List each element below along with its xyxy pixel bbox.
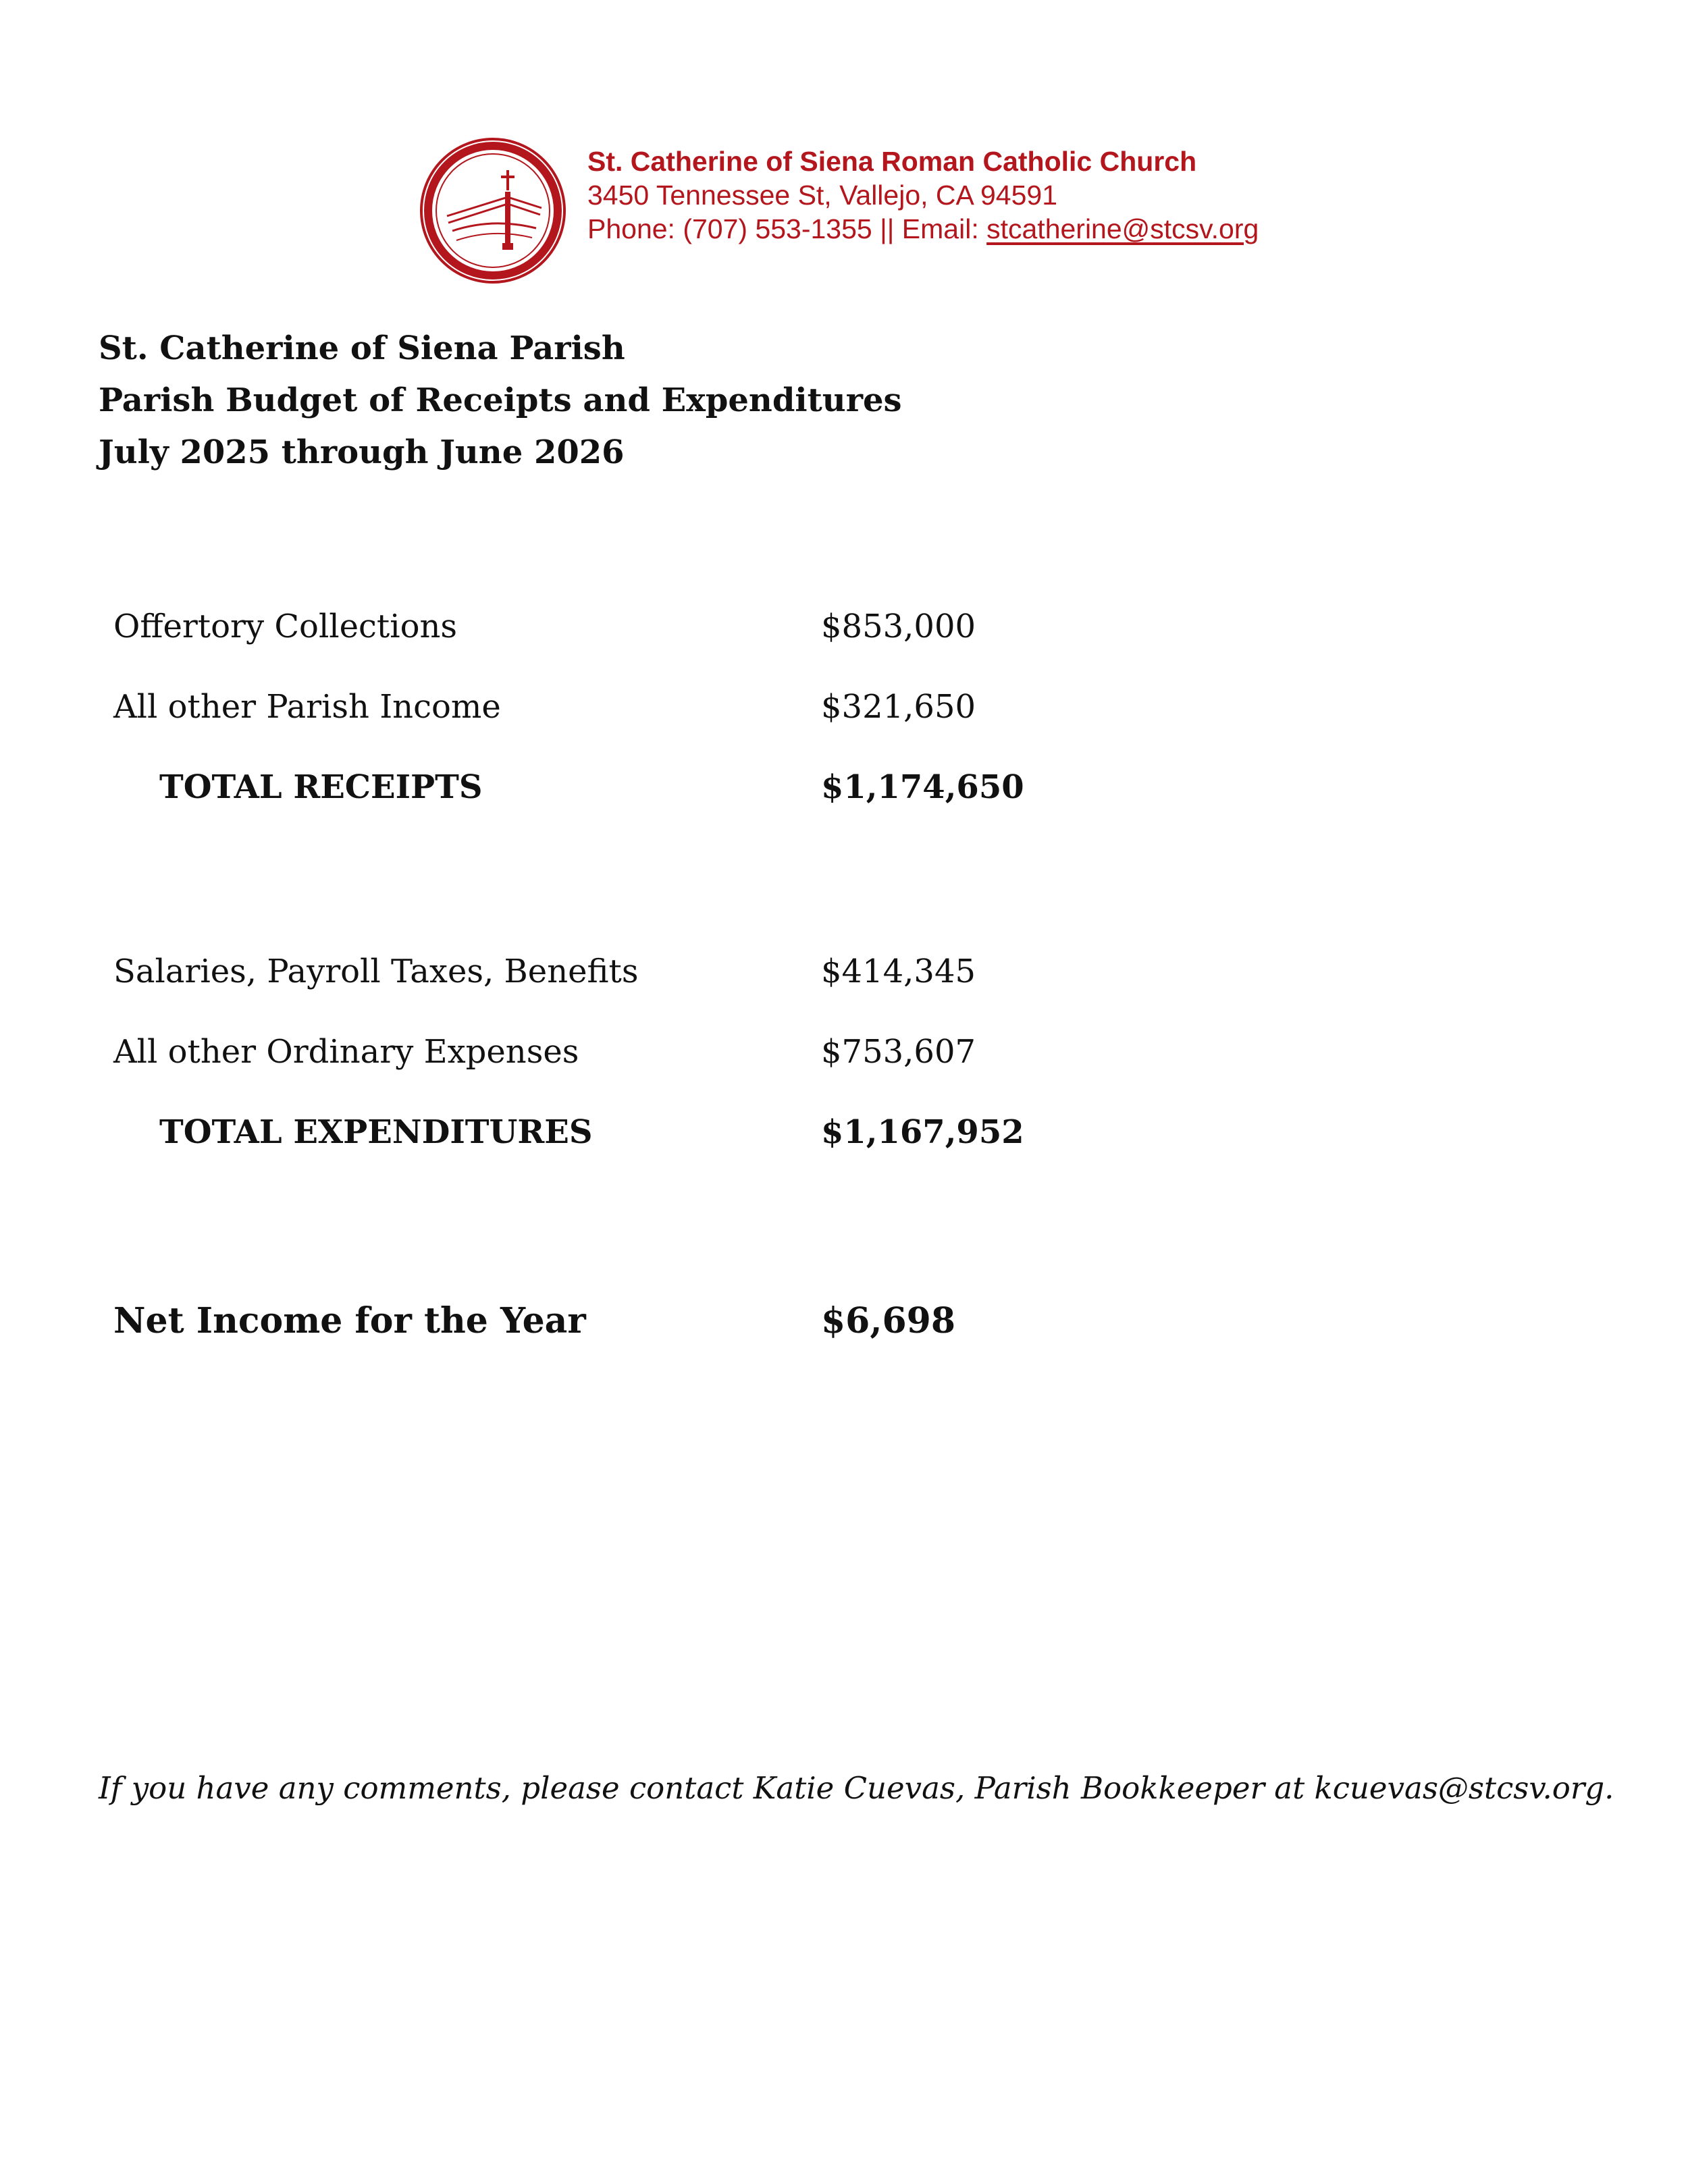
budget-row (0, 603, 1688, 650)
total-expenditures-amount: $1,167,952 (821, 1113, 1024, 1151)
total-receipts-label: TOTAL RECEIPTS (159, 768, 483, 806)
budget-period: July 2025 through June 2026 (99, 433, 625, 471)
total-expenditures-row (0, 1109, 1688, 1156)
net-income-amount: $6,698 (821, 1300, 956, 1341)
row-amount: $753,607 (821, 1033, 976, 1071)
budget-row (0, 1028, 1688, 1075)
row-label: Salaries, Payroll Taxes, Benefits (113, 953, 639, 990)
total-receipts-row (0, 764, 1688, 811)
letterhead (587, 144, 1259, 246)
parish-name: St. Catherine of Siena Parish (99, 329, 625, 367)
row-label: All other Ordinary Expenses (113, 1033, 579, 1071)
row-amount: $321,650 (821, 688, 976, 726)
church-name: St. Catherine of Siena Roman Catholic Church (587, 146, 1197, 177)
church-seal-icon (417, 135, 569, 286)
budget-row (0, 683, 1688, 730)
church-address: 3450 Tennessee St, Vallejo, CA 94591 (587, 180, 1057, 211)
net-income-row (0, 1298, 1688, 1345)
row-amount: $853,000 (821, 608, 976, 645)
row-label: All other Parish Income (113, 688, 501, 726)
row-label: Offertory Collections (113, 608, 458, 645)
email-link[interactable]: stcatherine@stcsv.org (986, 213, 1259, 244)
row-amount: $414,345 (821, 953, 976, 990)
budget-title: Parish Budget of Receipts and Expenditures (99, 381, 902, 419)
contact-line (587, 212, 1259, 246)
net-income-label: Net Income for the Year (113, 1300, 586, 1341)
budget-row (0, 948, 1688, 995)
phone-text: Phone: (707) 553-1355 || Email: (587, 213, 987, 244)
total-expenditures-label: TOTAL EXPENDITURES (159, 1113, 593, 1151)
total-receipts-amount: $1,174,650 (821, 768, 1024, 806)
document-title (99, 323, 902, 479)
footer-note: If you have any comments, please contact Katie Cuevas, Parish Bookkeeper at kcuevas@stcsv.org. (99, 1770, 1614, 1806)
